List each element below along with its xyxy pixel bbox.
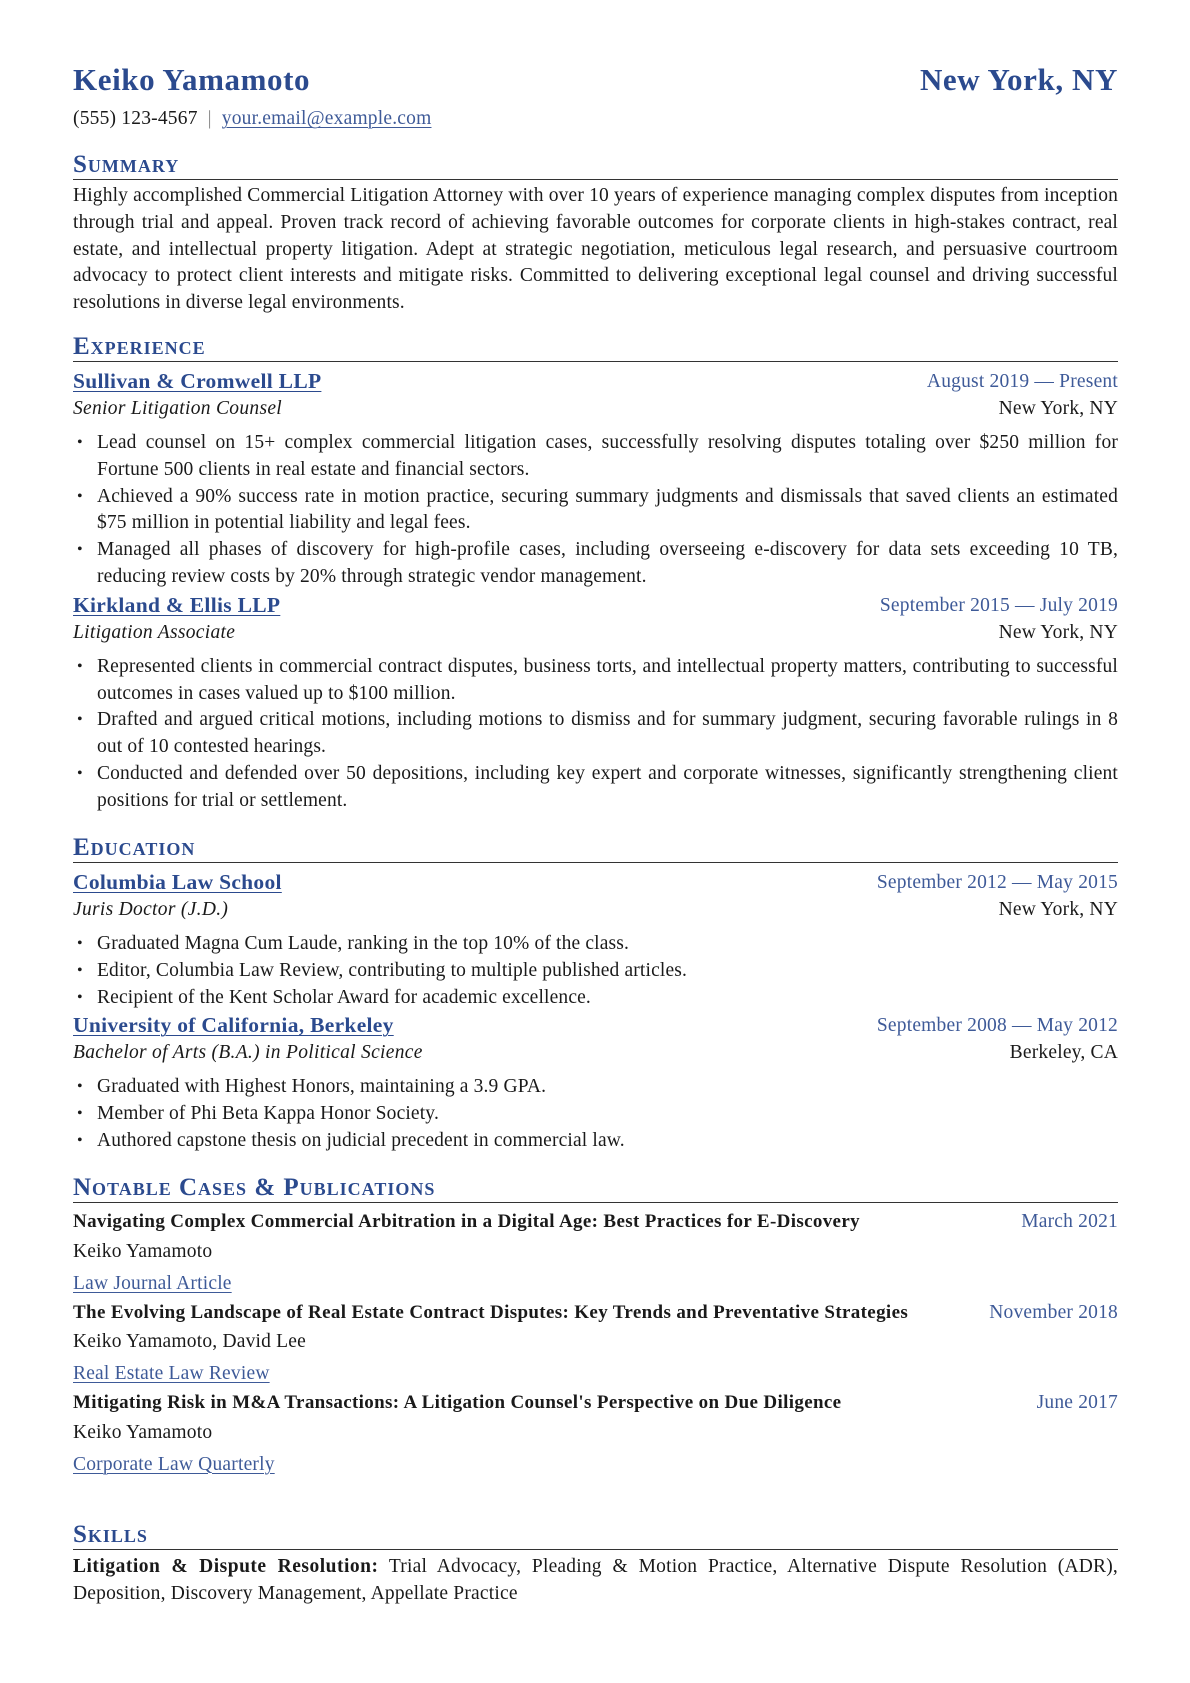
job-location: New York, NY: [998, 398, 1118, 419]
publication-title: The Evolving Landscape of Real Estate Contract Disputes: Key Trends and Preventative Strategies: [73, 1301, 909, 1323]
publication-entry: [73, 1209, 1118, 1300]
section-divider: [73, 361, 1118, 362]
section-title-education: Education: [73, 834, 196, 861]
school-location: Berkeley, CA: [1009, 1042, 1118, 1064]
summary-section: [73, 151, 1118, 317]
education-entry: [73, 1012, 1118, 1154]
achievement-item: • Achieved a 90% success rate in motion practice, securing summary judgments and dismissals that saved clients an estimated $75 million in potential liability and legal fees.: [73, 484, 1118, 538]
resume-header: [73, 62, 1118, 102]
publication-authors: Keiko Yamamoto: [73, 1421, 213, 1443]
publication-authors: Keiko Yamamoto: [73, 1240, 213, 1262]
publication-entry: [73, 1390, 1118, 1481]
publication-title: Mitigating Risk in M&A Transactions: A Litigation Counsel's Perspective on Due Diligence: [73, 1392, 842, 1413]
section-title-experience: Experience: [73, 333, 206, 360]
experience-entry: [73, 368, 1118, 591]
phone-number: (555) 123-4567: [73, 108, 198, 129]
education-dates: September 2008 — May 2012: [876, 1015, 1118, 1037]
achievement-item: • Drafted and argued critical motions, including motions to dismiss and for summary judgment, securing favorable rulings in 8 out of 10 contested hearings.: [73, 707, 1118, 761]
skill-group-values: Trial Advocacy, Pleading & Motion Practice, Alternative Dispute Resolution (ADR), Deposition, Discovery Management, Appellate Practice: [73, 1556, 1118, 1604]
honors-item: • Recipient of the Kent Scholar Award for academic excellence.: [73, 985, 1118, 1012]
experience-entry: [73, 592, 1118, 815]
employment-dates: August 2019 — Present: [926, 371, 1118, 392]
employer-link[interactable]: Kirkland & Ellis LLP: [73, 592, 281, 617]
education-dates: September 2012 — May 2015: [876, 872, 1118, 893]
job-location: New York, NY: [998, 621, 1118, 643]
section-divider: [73, 179, 1118, 180]
degree: Bachelor of Arts (B.A.) in Political Science: [73, 1042, 423, 1064]
employment-dates: September 2015 — July 2019: [879, 594, 1118, 616]
publication-entry: [73, 1300, 1118, 1391]
job-title: Litigation Associate: [73, 621, 236, 643]
achievement-item: • Represented clients in commercial contract disputes, business torts, and intellectual property matters, contributing to successful outcomes in cases valued up to $100 million.: [73, 654, 1118, 708]
section-divider: [73, 1202, 1118, 1203]
publication-authors: Keiko Yamamoto, David Lee: [73, 1331, 307, 1352]
skill-group: [73, 1554, 1118, 1608]
honors-item: • Authored capstone thesis on judicial precedent in commercial law.: [73, 1128, 1118, 1155]
publications-section: [73, 1174, 1118, 1481]
honors-item: • Member of Phi Beta Kappa Honor Society.: [73, 1101, 1118, 1128]
publication-venue-link[interactable]: Real Estate Law Review: [73, 1363, 270, 1384]
publication-date: March 2021: [1021, 1211, 1118, 1232]
publication-date: June 2017: [1036, 1392, 1118, 1413]
achievement-list: [73, 654, 1118, 815]
achievement-item: • Managed all phases of discovery for high-profile cases, including overseeing e-discovery for data sets exceeding 10 TB, reducing review costs by 20% through strategic vendor management.: [73, 537, 1118, 591]
degree: Juris Doctor (J.D.): [73, 899, 229, 920]
honors-item: • Graduated Magna Cum Laude, ranking in the top 10% of the class.: [73, 931, 1118, 958]
contact-line: [73, 108, 431, 130]
job-title: Senior Litigation Counsel: [73, 398, 283, 419]
school-location: New York, NY: [998, 899, 1118, 920]
publication-venue-link[interactable]: Corporate Law Quarterly: [73, 1453, 275, 1475]
honors-list: [73, 931, 1118, 1011]
employer-link[interactable]: Sullivan & Cromwell LLP: [73, 369, 322, 393]
email-link[interactable]: your.email@example.com: [221, 108, 432, 129]
school-link[interactable]: Columbia Law School: [73, 870, 282, 894]
section-divider: [73, 1549, 1118, 1550]
skill-group-label: Litigation & Dispute Resolution:: [73, 1556, 379, 1577]
section-divider: [73, 862, 1118, 863]
honors-item: • Graduated with Highest Honors, maintaining a 3.9 GPA.: [73, 1074, 1118, 1101]
candidate-name: Keiko Yamamoto: [73, 62, 311, 97]
section-title-skills: Skills: [73, 1521, 148, 1548]
achievement-item: • Lead counsel on 15+ complex commercial litigation cases, successfully resolving disputes totaling over $250 million for Fortune 500 clients in real estate and financial sectors.: [73, 430, 1118, 484]
section-title-publications: Notable Cases & Publications: [73, 1174, 436, 1201]
school-link[interactable]: University of California, Berkeley: [73, 1013, 394, 1038]
section-title-summary: Summary: [73, 151, 180, 178]
honors-item: • Editor, Columbia Law Review, contributing to multiple published articles.: [73, 958, 1118, 985]
publication-date: November 2018: [989, 1301, 1118, 1323]
honors-list: [73, 1074, 1118, 1154]
achievement-item: • Conducted and defended over 50 depositions, including key expert and corporate witnesses, significantly strengthening client positions for trial or settlement.: [73, 761, 1118, 815]
summary-text: Highly accomplished Commercial Litigation Attorney with over 10 years of experience managing complex disputes from inception through trial and appeal. Proven track record of achieving favorable outcomes for corporate clients in high-stakes contract, real estate, and intellectual property litigation. Adept at strategic negotiation, meticulous legal research, and persuasive courtroom advocacy to protect client interests and mitigate risks. Committed to delivering exceptional legal counsel and driving successful resolutions in diverse legal environments.: [73, 185, 1118, 314]
education-entry: [73, 869, 1118, 1011]
skills-section: [73, 1521, 1118, 1608]
contact-separator: |: [207, 108, 212, 129]
candidate-location: New York, NY: [919, 62, 1118, 97]
education-section: [73, 834, 1118, 1155]
publication-venue-link[interactable]: Law Journal Article: [73, 1272, 232, 1294]
achievement-list: [73, 430, 1118, 591]
experience-section: [73, 333, 1118, 815]
publication-title: Navigating Complex Commercial Arbitration in a Digital Age: Best Practices for E-Discovery: [73, 1211, 860, 1232]
